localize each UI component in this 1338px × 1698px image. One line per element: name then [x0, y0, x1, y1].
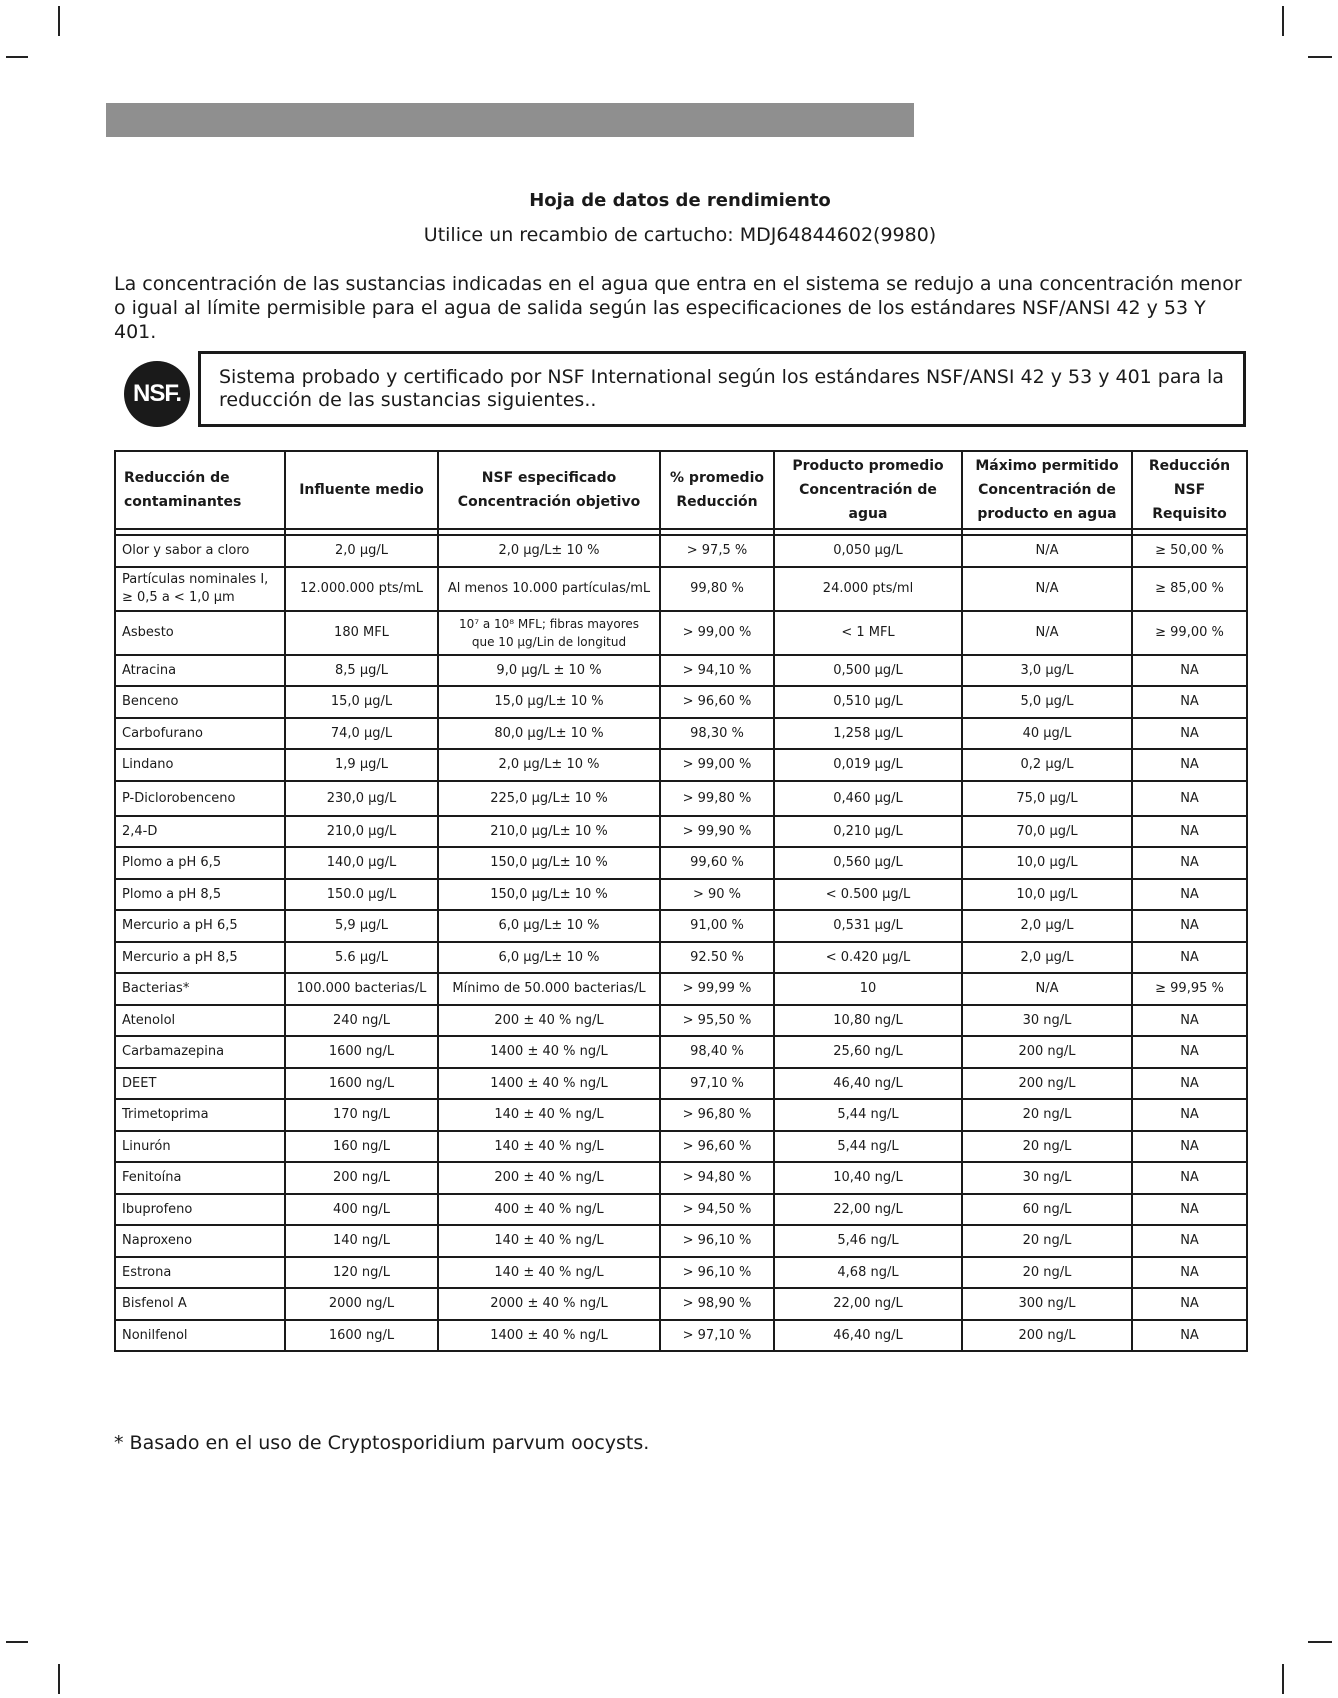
table-cell: 0,531 µg/L: [774, 910, 962, 942]
table-cell: 140 ± 40 % ng/L: [438, 1225, 660, 1257]
column-header: [660, 451, 774, 529]
table-cell: 140 ± 40 % ng/L: [438, 1257, 660, 1289]
table-cell: 1600 ng/L: [285, 1036, 438, 1068]
table-cell: 22,00 ng/L: [774, 1288, 962, 1320]
table-cell: NA: [1132, 942, 1247, 974]
table-cell: 4,68 ng/L: [774, 1257, 962, 1289]
table-cell: N/A: [962, 611, 1132, 655]
table-cell: > 99,00 %: [660, 749, 774, 781]
contaminant-name: P-Diclorobenceno: [115, 781, 285, 816]
table-cell: 46,40 ng/L: [774, 1068, 962, 1100]
nsf-logo: NSF.: [124, 361, 190, 427]
contaminant-name: Bacterias*: [115, 973, 285, 1005]
table-cell: 210,0 µg/L: [285, 816, 438, 848]
table-cell: NA: [1132, 781, 1247, 816]
crop-mark: [58, 6, 60, 36]
table-cell: 12.000.000 pts/mL: [285, 567, 438, 611]
contaminant-name: Nonilfenol: [115, 1320, 285, 1352]
table-cell: 10: [774, 973, 962, 1005]
table-cell: NA: [1132, 718, 1247, 750]
table-cell: Al menos 10.000 partículas/mL: [438, 567, 660, 611]
table-cell: > 94,80 %: [660, 1162, 774, 1194]
table-row: [115, 1320, 1247, 1352]
contaminant-name: Plomo a pH 6,5: [115, 847, 285, 879]
table-cell: 0,050 µg/L: [774, 535, 962, 567]
table-cell: 70,0 µg/L: [962, 816, 1132, 848]
table-cell: 2,0 µg/L± 10 %: [438, 749, 660, 781]
table-row: [115, 1194, 1247, 1226]
table-cell: > 98,90 %: [660, 1288, 774, 1320]
column-header-line: % promedio: [670, 470, 764, 486]
table-cell: > 96,60 %: [660, 686, 774, 718]
page-title: Hoja de datos de rendimiento: [529, 190, 831, 211]
table-cell: 9,0 µg/L ± 10 %: [438, 655, 660, 687]
column-header-line: NSF especificado: [481, 470, 617, 486]
table-row: [115, 567, 1247, 611]
table-cell: NA: [1132, 686, 1247, 718]
table-cell: 140 ± 40 % ng/L: [438, 1099, 660, 1131]
table-cell: > 95,50 %: [660, 1005, 774, 1037]
contaminant-name: Asbesto: [115, 611, 285, 655]
table-cell: 10,80 ng/L: [774, 1005, 962, 1037]
table-cell: > 96,80 %: [660, 1099, 774, 1131]
table-cell: 97,10 %: [660, 1068, 774, 1100]
table-cell: > 94,50 %: [660, 1194, 774, 1226]
table-cell: 170 ng/L: [285, 1099, 438, 1131]
table-cell: 200 ± 40 % ng/L: [438, 1162, 660, 1194]
table-cell: 5,0 µg/L: [962, 686, 1132, 718]
contaminant-name: DEET: [115, 1068, 285, 1100]
table-cell: 5,44 ng/L: [774, 1131, 962, 1163]
table-row: [115, 847, 1247, 879]
table-row: [115, 686, 1247, 718]
nsf-certification-statement: Sistema probado y certificado por NSF International según los estándares NSF/ANSI 42 y 53 y 401 para la reducción de las sustancias siguientes..: [198, 351, 1246, 427]
table-cell: 1400 ± 40 % ng/L: [438, 1068, 660, 1100]
table-cell: > 99,90 %: [660, 816, 774, 848]
table-cell: 92.50 %: [660, 942, 774, 974]
table-cell: 20 ng/L: [962, 1131, 1132, 1163]
contaminant-name: Atracina: [115, 655, 285, 687]
table-cell: 230,0 µg/L: [285, 781, 438, 816]
table-cell: 0,460 µg/L: [774, 781, 962, 816]
table-cell: 30 ng/L: [962, 1162, 1132, 1194]
table-cell: 1400 ± 40 % ng/L: [438, 1320, 660, 1352]
table-cell: 5,44 ng/L: [774, 1099, 962, 1131]
table-row: [115, 655, 1247, 687]
table-row: [115, 749, 1247, 781]
table-row: [115, 1005, 1247, 1037]
table-cell: 46,40 ng/L: [774, 1320, 962, 1352]
table-cell: ≥ 99,00 %: [1132, 611, 1247, 655]
table-cell: 25,60 ng/L: [774, 1036, 962, 1068]
table-cell: 40 µg/L: [962, 718, 1132, 750]
table-row: [115, 1131, 1247, 1163]
table-row: [115, 535, 1247, 567]
table-cell: > 96,10 %: [660, 1225, 774, 1257]
column-header: [1132, 451, 1247, 529]
contaminant-name: Olor y sabor a cloro: [115, 535, 285, 567]
table-cell: > 99,80 %: [660, 781, 774, 816]
contaminant-name: Lindano: [115, 749, 285, 781]
table-cell: 30 ng/L: [962, 1005, 1132, 1037]
table-cell: 5.6 µg/L: [285, 942, 438, 974]
table-cell: > 97,10 %: [660, 1320, 774, 1352]
table-cell: 60 ng/L: [962, 1194, 1132, 1226]
table-cell: 5,9 µg/L: [285, 910, 438, 942]
table-cell: N/A: [962, 973, 1132, 1005]
crop-mark: [58, 1664, 60, 1694]
contaminant-name: Estrona: [115, 1257, 285, 1289]
table-row: [115, 1257, 1247, 1289]
table-cell: 10,0 µg/L: [962, 879, 1132, 911]
table-cell: 74,0 µg/L: [285, 718, 438, 750]
intro-paragraph: La concentración de las sustancias indicadas en el agua que entra en el sistema se redujo a una concentración menor o igual al límite permisible para el agua de salida según las especificaciones de los estándares NSF/ANSI 42 y 53 Y 401.: [114, 273, 1242, 343]
column-header-line: NSF Requisito: [1152, 482, 1227, 522]
column-header: [115, 451, 285, 529]
table-cell: < 1 MFL: [774, 611, 962, 655]
table-row: [115, 611, 1247, 655]
column-header: [962, 451, 1132, 529]
table-cell: 150,0 µg/L± 10 %: [438, 847, 660, 879]
table-cell: NA: [1132, 1036, 1247, 1068]
table-cell: 140,0 µg/L: [285, 847, 438, 879]
column-header-line: Reducción: [676, 494, 758, 510]
table-cell: 1600 ng/L: [285, 1068, 438, 1100]
table-row: [115, 1099, 1247, 1131]
table-cell: NA: [1132, 655, 1247, 687]
table-cell: 20 ng/L: [962, 1225, 1132, 1257]
table-cell: 100.000 bacterias/L: [285, 973, 438, 1005]
footnote: * Basado en el uso de Cryptosporidium parvum oocysts.: [114, 1432, 650, 1454]
table-cell: > 90 %: [660, 879, 774, 911]
column-header-line: Influente medio: [299, 482, 424, 498]
table-cell: 210,0 µg/L± 10 %: [438, 816, 660, 848]
table-cell: 240 ng/L: [285, 1005, 438, 1037]
table-cell: 22,00 ng/L: [774, 1194, 962, 1226]
table-header-row: [115, 451, 1247, 529]
table-cell: 98,30 %: [660, 718, 774, 750]
table-cell: 2,0 µg/L: [285, 535, 438, 567]
table-row: [115, 1162, 1247, 1194]
table-cell: 2,0 µg/L± 10 %: [438, 535, 660, 567]
column-header-line: Máximo permitido: [975, 458, 1119, 474]
table-cell: 400 ± 40 % ng/L: [438, 1194, 660, 1226]
table-cell: 200 ng/L: [285, 1162, 438, 1194]
table-cell: 200 ± 40 % ng/L: [438, 1005, 660, 1037]
table-row: [115, 1225, 1247, 1257]
table-cell: NA: [1132, 1225, 1247, 1257]
table-cell: 5,46 ng/L: [774, 1225, 962, 1257]
table-cell: NA: [1132, 1131, 1247, 1163]
table-cell: 98,40 %: [660, 1036, 774, 1068]
table-cell: > 99,00 %: [660, 611, 774, 655]
table-cell: 8,5 µg/L: [285, 655, 438, 687]
table-row: [115, 781, 1247, 816]
table-cell: NA: [1132, 1320, 1247, 1352]
table-cell: NA: [1132, 879, 1247, 911]
table-cell: 2,0 µg/L: [962, 942, 1132, 974]
table-cell: > 96,60 %: [660, 1131, 774, 1163]
table-cell: NA: [1132, 1288, 1247, 1320]
table-cell: 1,9 µg/L: [285, 749, 438, 781]
crop-mark: [1308, 56, 1332, 58]
table-cell: NA: [1132, 1068, 1247, 1100]
table-cell: 2,0 µg/L: [962, 910, 1132, 942]
table-cell: 0,500 µg/L: [774, 655, 962, 687]
table-row: [115, 1288, 1247, 1320]
table-cell: NA: [1132, 749, 1247, 781]
table-cell: NA: [1132, 1005, 1247, 1037]
crop-mark: [6, 56, 28, 58]
contaminant-name: Carbofurano: [115, 718, 285, 750]
table-cell: 0,019 µg/L: [774, 749, 962, 781]
table-cell: > 99,99 %: [660, 973, 774, 1005]
table-cell: > 94,10 %: [660, 655, 774, 687]
column-header: [285, 451, 438, 529]
table-cell: 6,0 µg/L± 10 %: [438, 910, 660, 942]
table-cell: < 0.420 µg/L: [774, 942, 962, 974]
table-cell: 15,0 µg/L: [285, 686, 438, 718]
table-cell: 225,0 µg/L± 10 %: [438, 781, 660, 816]
crop-mark: [1282, 1664, 1284, 1694]
table-cell: 2000 ng/L: [285, 1288, 438, 1320]
column-header-line: Producto promedio: [792, 458, 944, 474]
table-cell: < 0.500 µg/L: [774, 879, 962, 911]
table-cell: 3,0 µg/L: [962, 655, 1132, 687]
table-cell: NA: [1132, 910, 1247, 942]
table-cell: 0,2 µg/L: [962, 749, 1132, 781]
table-cell: NA: [1132, 1257, 1247, 1289]
contaminant-name: 2,4-D: [115, 816, 285, 848]
table-cell: 180 MFL: [285, 611, 438, 655]
table-cell: Mínimo de 50.000 bacterias/L: [438, 973, 660, 1005]
contaminant-name: Naproxeno: [115, 1225, 285, 1257]
table-cell: 400 ng/L: [285, 1194, 438, 1226]
contaminant-name: Mercurio a pH 6,5: [115, 910, 285, 942]
column-header: [438, 451, 660, 529]
performance-table: [114, 450, 1248, 1352]
contaminant-name: Partículas nominales I, ≥ 0,5 a < 1,0 µm: [115, 567, 285, 611]
table-cell: 120 ng/L: [285, 1257, 438, 1289]
table-cell: 99,80 %: [660, 567, 774, 611]
table-cell: 15,0 µg/L± 10 %: [438, 686, 660, 718]
contaminant-name: Carbamazepina: [115, 1036, 285, 1068]
table-cell: 150.0 µg/L: [285, 879, 438, 911]
table-cell: > 97,5 %: [660, 535, 774, 567]
table-row: [115, 879, 1247, 911]
contaminant-name: Linurón: [115, 1131, 285, 1163]
table-cell: 2000 ± 40 % ng/L: [438, 1288, 660, 1320]
table-cell: ≥ 50,00 %: [1132, 535, 1247, 567]
table-cell: 160 ng/L: [285, 1131, 438, 1163]
contaminant-name: Plomo a pH 8,5: [115, 879, 285, 911]
table-cell: 1400 ± 40 % ng/L: [438, 1036, 660, 1068]
table-row: [115, 1068, 1247, 1100]
table-cell: 0,560 µg/L: [774, 847, 962, 879]
table-cell: 10,0 µg/L: [962, 847, 1132, 879]
table-cell: 150,0 µg/L± 10 %: [438, 879, 660, 911]
crop-mark: [6, 1641, 28, 1643]
table-cell: 300 ng/L: [962, 1288, 1132, 1320]
column-header-line: Concentración de: [978, 482, 1116, 498]
column-header-line: Concentración objetivo: [457, 494, 641, 510]
table-cell: 6,0 µg/L± 10 %: [438, 942, 660, 974]
contaminant-name: Fenitoína: [115, 1162, 285, 1194]
table-row: [115, 910, 1247, 942]
table-cell: 0,210 µg/L: [774, 816, 962, 848]
table-cell: 200 ng/L: [962, 1068, 1132, 1100]
table-cell: 140 ± 40 % ng/L: [438, 1131, 660, 1163]
contaminant-name: Bisfenol A: [115, 1288, 285, 1320]
table-cell: 75,0 µg/L: [962, 781, 1132, 816]
table-cell: 80,0 µg/L± 10 %: [438, 718, 660, 750]
header-bar: [106, 103, 914, 137]
table-cell: ≥ 99,95 %: [1132, 973, 1247, 1005]
column-header-line: producto en agua: [977, 506, 1117, 522]
crop-mark: [1282, 6, 1284, 36]
table-cell: NA: [1132, 1162, 1247, 1194]
table-cell: 10,40 ng/L: [774, 1162, 962, 1194]
contaminant-name: Trimetoprima: [115, 1099, 285, 1131]
table-cell: N/A: [962, 535, 1132, 567]
table-row: [115, 816, 1247, 848]
table-cell: 1,258 µg/L: [774, 718, 962, 750]
table-cell: N/A: [962, 567, 1132, 611]
column-header-line: Concentración de agua: [799, 482, 937, 522]
table-cell: 20 ng/L: [962, 1099, 1132, 1131]
column-header-line: contaminantes: [124, 494, 242, 510]
table-cell: 24.000 pts/ml: [774, 567, 962, 611]
table-cell: 10⁷ a 10⁸ MFL; fibras mayores que 10 µg/Lin de longitud: [438, 611, 660, 655]
table-cell: NA: [1132, 847, 1247, 879]
table-cell: 0,510 µg/L: [774, 686, 962, 718]
table-cell: 99,60 %: [660, 847, 774, 879]
table-cell: NA: [1132, 816, 1247, 848]
contaminant-name: Mercurio a pH 8,5: [115, 942, 285, 974]
contaminant-name: Ibuprofeno: [115, 1194, 285, 1226]
table-cell: NA: [1132, 1099, 1247, 1131]
table-row: [115, 942, 1247, 974]
contaminant-name: Atenolol: [115, 1005, 285, 1037]
table-cell: 20 ng/L: [962, 1257, 1132, 1289]
table-cell: 1600 ng/L: [285, 1320, 438, 1352]
crop-mark: [1308, 1641, 1332, 1643]
table-row: [115, 973, 1247, 1005]
table-cell: > 96,10 %: [660, 1257, 774, 1289]
contaminant-name: Benceno: [115, 686, 285, 718]
column-header-line: Reducción: [1148, 458, 1231, 474]
table-cell: 140 ng/L: [285, 1225, 438, 1257]
table-cell: NA: [1132, 1194, 1247, 1226]
table-cell: ≥ 85,00 %: [1132, 567, 1247, 611]
page-subtitle: Utilice un recambio de cartucho: MDJ64844602(9980): [423, 224, 937, 246]
table-cell: 200 ng/L: [962, 1320, 1132, 1352]
column-header: [774, 451, 962, 529]
column-header-line: Reducción de: [124, 470, 230, 486]
table-cell: 200 ng/L: [962, 1036, 1132, 1068]
table-row: [115, 718, 1247, 750]
table-row: [115, 1036, 1247, 1068]
table-cell: 91,00 %: [660, 910, 774, 942]
